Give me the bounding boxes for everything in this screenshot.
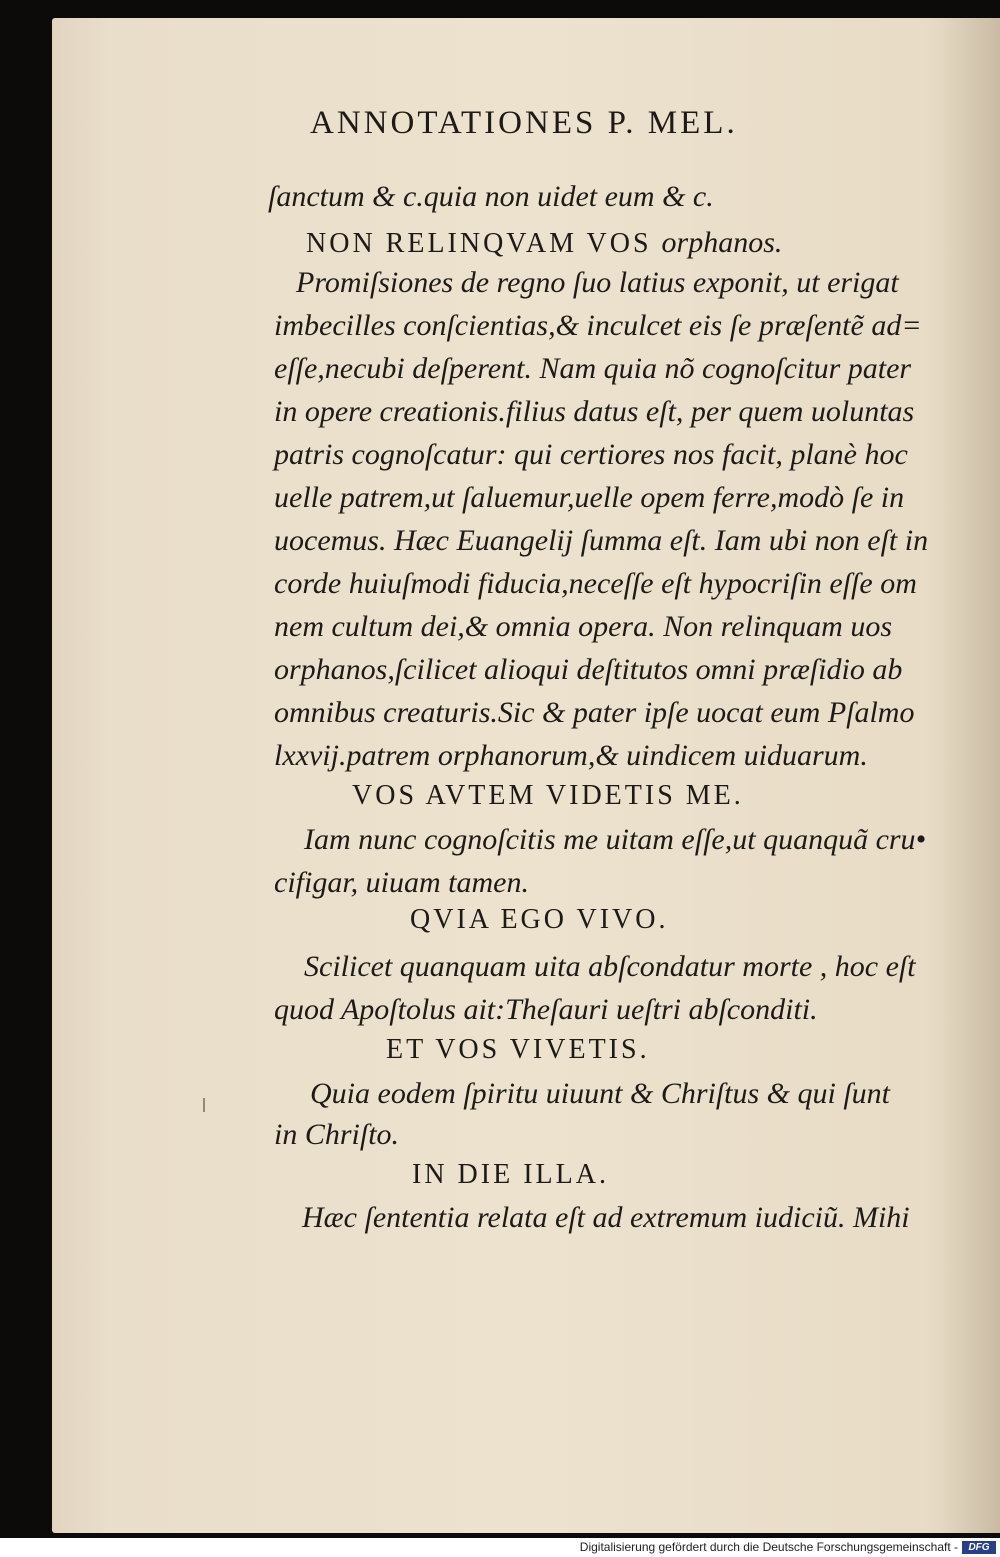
text-line: corde huiuſmodi fiducia,neceſſe eſt hypocriſin eſſe om bbox=[274, 567, 917, 600]
digitization-credit: Digitalisierung gefördert durch die Deutsche Forschungsgemeinschaft - bbox=[579, 1540, 958, 1554]
text-line: eſſe,necubi deſperent. Nam quia nõ cognoſcitur pater bbox=[274, 352, 912, 385]
text-line: orphanos,ſcilicet alioqui deſtitutos omni præſidio ab bbox=[274, 653, 903, 686]
ink-speck bbox=[203, 1098, 205, 1112]
book-page bbox=[52, 18, 1000, 1533]
text-line: Iam nunc cognoſcitis me uitam eſſe,ut quanquã cru• bbox=[304, 823, 927, 856]
text-line: cifigar, uiuam tamen. bbox=[274, 866, 529, 899]
section-heading: IN DIE ILLA. bbox=[412, 1159, 609, 1190]
text-line: Scilicet quanquam uita abſcondatur morte , hoc eſt bbox=[304, 950, 916, 983]
text-line: uocemus. Hæc Euangelij ſumma eſt. Iam ubi non eſt in bbox=[274, 524, 929, 557]
section-heading: QVIA EGO VIVO. bbox=[410, 904, 669, 935]
text-line: patris cognoſcatur: qui certiores nos facit, planè hoc bbox=[274, 438, 908, 471]
heading-italic: orphanos. bbox=[661, 226, 783, 259]
dfg-logo: DFG bbox=[962, 1541, 996, 1554]
section-heading: ET VOS VIVETIS. bbox=[386, 1034, 650, 1065]
text-line: ſanctum & c.quia non uidet eum & c. bbox=[268, 180, 714, 213]
heading-caps: NON RELINQVAM VOS bbox=[306, 228, 662, 259]
text-line: uelle patrem,ut ſaluemur,uelle opem ferre,modò ſe in bbox=[274, 481, 905, 514]
running-head: ANNOTATIONES P. MEL. bbox=[310, 105, 738, 141]
text-line: omnibus creaturis.Sic & pater ipſe uocat eum Pſalmo bbox=[274, 696, 915, 729]
text-line: imbecilles conſcientias,& inculcet eis ſe præſentẽ ad= bbox=[274, 309, 922, 342]
section-heading bbox=[306, 226, 782, 260]
text-line: nem cultum dei,& omnia opera. Non relinquam uos bbox=[274, 610, 893, 643]
text-line: Quia eodem ſpiritu uiuunt & Chriſtus & qui ſunt bbox=[310, 1077, 891, 1110]
text-line: in opere creationis.filius datus eſt, per quem uoluntas bbox=[274, 395, 915, 428]
text-line: lxxvij.patrem orphanorum,& uindicem uiduarum. bbox=[274, 739, 868, 772]
gutter-shadow bbox=[940, 18, 1000, 1533]
section-heading: VOS AVTEM VIDETIS ME. bbox=[352, 780, 744, 811]
text-line: quod Apoſtolus ait:Theſauri ueſtri abſconditi. bbox=[274, 993, 818, 1026]
text-line: Promiſsiones de regno ſuo latius exponit, ut erigat bbox=[296, 266, 899, 299]
text-line: Hæc ſententia relata eſt ad extremum iudiciũ. Mihi bbox=[302, 1201, 910, 1234]
text-line: in Chriſto. bbox=[274, 1118, 400, 1151]
